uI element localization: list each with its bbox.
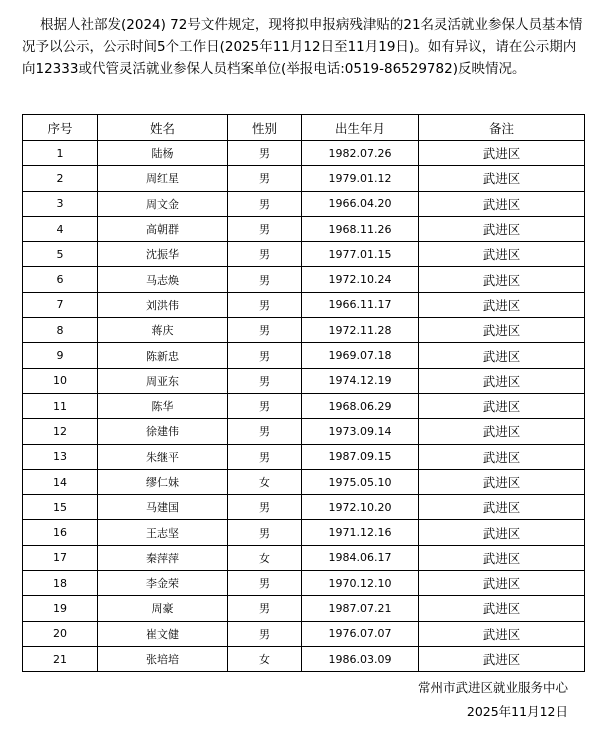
remark-cell: 武进区 — [419, 393, 585, 418]
remark-cell: 武进区 — [419, 444, 585, 469]
remark-cell: 武进区 — [419, 166, 585, 191]
name-cell: 徐建伟 — [98, 419, 228, 444]
serial-cell: 2 — [23, 166, 98, 191]
remark-cell: 武进区 — [419, 571, 585, 596]
name-cell: 周红星 — [98, 166, 228, 191]
gender-cell: 男 — [228, 368, 302, 393]
birth-date-cell: 1982.07.26 — [302, 141, 419, 166]
roster-table — [22, 114, 585, 672]
gender-cell: 男 — [228, 520, 302, 545]
remark-cell: 武进区 — [419, 368, 585, 393]
name-cell: 秦萍萍 — [98, 545, 228, 570]
remark-cell: 武进区 — [419, 596, 585, 621]
remark-cell: 武进区 — [419, 141, 585, 166]
name-cell: 周亚东 — [98, 368, 228, 393]
serial-cell: 20 — [23, 621, 98, 646]
serial-cell: 21 — [23, 646, 98, 671]
birth-date-cell: 1977.01.15 — [302, 242, 419, 267]
serial-cell: 16 — [23, 520, 98, 545]
table-row — [23, 419, 585, 444]
birth-date-cell: 1987.07.21 — [302, 596, 419, 621]
birth-date-cell: 1972.11.28 — [302, 318, 419, 343]
table-row — [23, 596, 585, 621]
gender-cell: 女 — [228, 646, 302, 671]
table-row — [23, 469, 585, 494]
birth-date-cell: 1979.01.12 — [302, 166, 419, 191]
serial-cell: 14 — [23, 469, 98, 494]
serial-cell: 10 — [23, 368, 98, 393]
table-row — [23, 292, 585, 317]
remark-cell: 武进区 — [419, 520, 585, 545]
table-row — [23, 166, 585, 191]
birth-date-cell: 1975.05.10 — [302, 469, 419, 494]
serial-cell: 12 — [23, 419, 98, 444]
header-remark: 备注 — [419, 115, 585, 141]
gender-cell: 男 — [228, 292, 302, 317]
remark-cell: 武进区 — [419, 621, 585, 646]
name-cell: 缪仁妹 — [98, 469, 228, 494]
remark-cell: 武进区 — [419, 191, 585, 216]
serial-cell: 18 — [23, 571, 98, 596]
serial-cell: 6 — [23, 267, 98, 292]
name-cell: 陈新忠 — [98, 343, 228, 368]
birth-date-cell: 1972.10.24 — [302, 267, 419, 292]
remark-cell: 武进区 — [419, 545, 585, 570]
header-birth-date: 出生年月 — [302, 115, 419, 141]
table-row — [23, 646, 585, 671]
remark-cell: 武进区 — [419, 292, 585, 317]
name-cell: 马建国 — [98, 495, 228, 520]
table-row — [23, 621, 585, 646]
gender-cell: 男 — [228, 267, 302, 292]
header-serial: 序号 — [23, 115, 98, 141]
serial-cell: 7 — [23, 292, 98, 317]
birth-date-cell: 1972.10.20 — [302, 495, 419, 520]
birth-date-cell: 1970.12.10 — [302, 571, 419, 596]
name-cell: 沈振华 — [98, 242, 228, 267]
birth-date-cell: 1969.07.18 — [302, 343, 419, 368]
name-cell: 李金荣 — [98, 571, 228, 596]
table-body — [23, 141, 585, 672]
table-row — [23, 191, 585, 216]
name-cell: 蒋庆 — [98, 318, 228, 343]
serial-cell: 17 — [23, 545, 98, 570]
birth-date-cell: 1984.06.17 — [302, 545, 419, 570]
table-row — [23, 343, 585, 368]
header-name: 姓名 — [98, 115, 228, 141]
gender-cell: 男 — [228, 141, 302, 166]
table-row — [23, 393, 585, 418]
gender-cell: 男 — [228, 343, 302, 368]
gender-cell: 男 — [228, 166, 302, 191]
gender-cell: 男 — [228, 191, 302, 216]
serial-cell: 8 — [23, 318, 98, 343]
birth-date-cell: 1971.12.16 — [302, 520, 419, 545]
remark-cell: 武进区 — [419, 419, 585, 444]
gender-cell: 男 — [228, 242, 302, 267]
name-cell: 朱继平 — [98, 444, 228, 469]
name-cell: 崔文健 — [98, 621, 228, 646]
gender-cell: 女 — [228, 469, 302, 494]
serial-cell: 4 — [23, 216, 98, 241]
birth-date-cell: 1966.04.20 — [302, 191, 419, 216]
gender-cell: 男 — [228, 444, 302, 469]
serial-cell: 13 — [23, 444, 98, 469]
name-cell: 陈华 — [98, 393, 228, 418]
notice-text: 根据人社部发(2024) 72号文件规定，现将拟申报病残津贴的21名灵活就业参保人员基本情况予以公示，公示时间5个工作日(2025年11月12日至11月19日)。如有异议，请在公示期内向12333或代管灵活就业参保人员档案单位(举报电话:0519-86529782)反映情况。 — [22, 17, 583, 77]
name-cell: 周文金 — [98, 191, 228, 216]
birth-date-cell: 1976.07.07 — [302, 621, 419, 646]
remark-cell: 武进区 — [419, 318, 585, 343]
table-header-row — [23, 115, 585, 141]
gender-cell: 女 — [228, 545, 302, 570]
remark-cell: 武进区 — [419, 242, 585, 267]
gender-cell: 男 — [228, 495, 302, 520]
gender-cell: 男 — [228, 596, 302, 621]
remark-cell: 武进区 — [419, 216, 585, 241]
table-row — [23, 368, 585, 393]
birth-date-cell: 1986.03.09 — [302, 646, 419, 671]
table-row — [23, 520, 585, 545]
gender-cell: 男 — [228, 621, 302, 646]
issuing-organization: 常州市武进区就业服务中心 — [417, 680, 568, 695]
header-gender: 性别 — [228, 115, 302, 141]
serial-cell: 9 — [23, 343, 98, 368]
gender-cell: 男 — [228, 216, 302, 241]
remark-cell: 武进区 — [419, 646, 585, 671]
table-row — [23, 571, 585, 596]
remark-cell: 武进区 — [419, 343, 585, 368]
name-cell: 陆杨 — [98, 141, 228, 166]
remark-cell: 武进区 — [419, 267, 585, 292]
name-cell: 马志焕 — [98, 267, 228, 292]
birth-date-cell: 1966.11.17 — [302, 292, 419, 317]
table-row — [23, 318, 585, 343]
gender-cell: 男 — [228, 393, 302, 418]
table-row — [23, 545, 585, 570]
remark-cell: 武进区 — [419, 495, 585, 520]
name-cell: 高朝群 — [98, 216, 228, 241]
serial-cell: 1 — [23, 141, 98, 166]
name-cell: 张培培 — [98, 646, 228, 671]
name-cell: 周豪 — [98, 596, 228, 621]
birth-date-cell: 1968.11.26 — [302, 216, 419, 241]
birth-date-cell: 1973.09.14 — [302, 419, 419, 444]
remark-cell: 武进区 — [419, 469, 585, 494]
serial-cell: 11 — [23, 393, 98, 418]
serial-cell: 5 — [23, 242, 98, 267]
serial-cell: 15 — [23, 495, 98, 520]
table-row — [23, 495, 585, 520]
gender-cell: 男 — [228, 419, 302, 444]
serial-cell: 19 — [23, 596, 98, 621]
gender-cell: 男 — [228, 571, 302, 596]
birth-date-cell: 1974.12.19 — [302, 368, 419, 393]
table-row — [23, 216, 585, 241]
table-row — [23, 267, 585, 292]
birth-date-cell: 1987.09.15 — [302, 444, 419, 469]
issue-date: 2025年11月12日 — [466, 704, 568, 719]
name-cell: 刘洪伟 — [98, 292, 228, 317]
table-row — [23, 141, 585, 166]
table-row — [23, 444, 585, 469]
gender-cell: 男 — [228, 318, 302, 343]
name-cell: 王志坚 — [98, 520, 228, 545]
serial-cell: 3 — [23, 191, 98, 216]
birth-date-cell: 1968.06.29 — [302, 393, 419, 418]
table-row — [23, 242, 585, 267]
